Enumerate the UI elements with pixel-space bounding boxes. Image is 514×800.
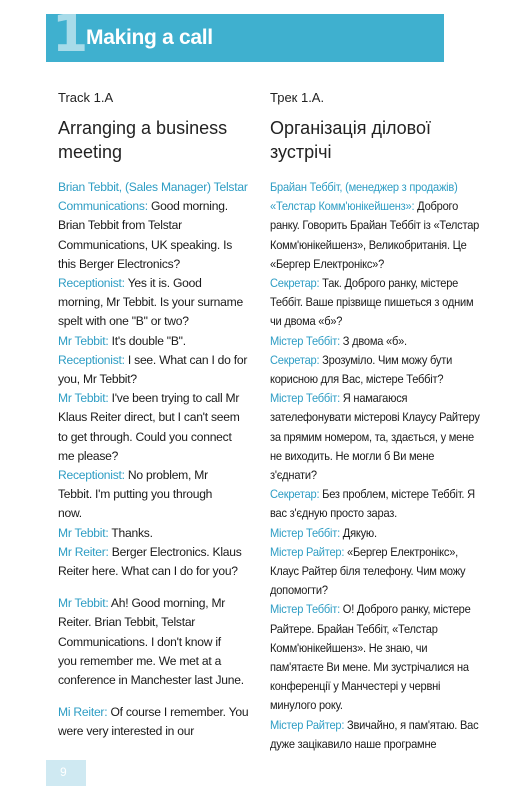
dialogue-text: з'єднати?: [270, 468, 317, 483]
dialogue-line: [270, 408, 480, 427]
dialogue-line: [58, 633, 248, 652]
dialogue-text: «Бергер Електронікс»,: [344, 544, 459, 559]
dialogue-line: [270, 370, 480, 389]
speaker-name: Mr Tebbit:: [58, 333, 109, 348]
speaker-name: Містер Райтер:: [270, 717, 345, 732]
dialogue-line: [58, 274, 248, 293]
dialogue-line: [270, 274, 480, 293]
dialogue-line: [270, 389, 480, 408]
dialogue-text: I see. What can I do for: [124, 352, 248, 367]
dialogue-line: [58, 197, 248, 216]
dialogue-line: [58, 236, 248, 255]
dialogue-line: [270, 236, 480, 255]
dialogue-text: Berger Electronics. Klaus: [108, 544, 242, 559]
dialogue-text: Клаус Райтер біля телефону. Чим можу: [270, 564, 466, 579]
section-heading-uk: [270, 116, 431, 164]
dialogue-line: [270, 447, 480, 466]
page-number: 9: [60, 765, 67, 779]
dialogue-line: [58, 370, 248, 389]
speaker-name: Brian Tebbit, (Sales Manager) Telstar: [58, 180, 248, 194]
dialogue-line: [58, 332, 248, 351]
heading-line: зустрічі: [270, 142, 332, 162]
dialogue-line: [58, 543, 248, 562]
speaker-name: «Телстар Комм'юнікейшенз»:: [270, 199, 415, 214]
dialogue-en: [58, 178, 251, 742]
dialogue-text: Без проблем, містере Теббіт. Я: [319, 487, 475, 502]
dialogue-text: Good morning.: [147, 199, 228, 214]
dialogue-line: [270, 485, 480, 504]
dialogue-line: [58, 178, 248, 197]
dialogue-line: [58, 652, 248, 671]
dialogue-line: [270, 600, 480, 619]
dialogue-text: Дякую.: [339, 525, 377, 540]
dialogue-line: [58, 351, 248, 370]
dialogue-line: [58, 408, 248, 427]
dialogue-text: за прямим номером, та, здається, у мене: [270, 429, 474, 444]
dialogue-text: Communications. I don't know if: [58, 634, 221, 649]
dialogue-text: were very interested in our: [58, 724, 195, 739]
dialogue-text: «Бергер Електронікс»?: [270, 256, 385, 271]
dialogue-text: корисною для Вас, містере Теббіт?: [270, 372, 444, 387]
dialogue-text: Reiter here. What can I do for you?: [58, 564, 238, 579]
speaker-name: Mr Tebbit:: [58, 525, 109, 540]
dialogue-line: [58, 447, 248, 466]
dialogue-line: [270, 332, 480, 351]
dialogue-text: conference in Manchester last June.: [58, 673, 244, 688]
speaker-name: Секретар:: [270, 352, 320, 367]
dialogue-line: [58, 255, 248, 274]
dialogue-text: Так. Доброго ранку, містере: [319, 276, 459, 291]
dialogue-text: this Berger Electronics?: [58, 256, 180, 271]
dialogue-line: [270, 312, 480, 331]
dialogue-text: now.: [58, 506, 82, 521]
dialogue-line: [270, 428, 480, 447]
dialogue-text: Tebbit. I'm putting you through: [58, 487, 213, 502]
dialogue-text: to get through. Could you connect: [58, 429, 232, 444]
dialogue-line: [270, 620, 480, 639]
speaker-name: Містер Теббіт:: [270, 333, 340, 348]
dialogue-text: It's double "B".: [108, 333, 186, 348]
dialogue-line: [58, 312, 248, 331]
dialogue-line: [58, 216, 248, 235]
dialogue-uk: [270, 178, 503, 754]
speaker-name: Секретар:: [270, 276, 320, 291]
dialogue-line: [58, 671, 248, 690]
dialogue-line: [58, 703, 248, 722]
paragraph-gap: [58, 690, 251, 703]
speaker-name: Receptionist:: [58, 276, 125, 291]
dialogue-line: [270, 658, 480, 677]
dialogue-line: [58, 562, 248, 581]
dialogue-line: [270, 581, 480, 600]
chapter-header-banner: [46, 4, 444, 64]
dialogue-text: Brian Tebbit from Telstar: [58, 218, 182, 233]
dialogue-line: [58, 722, 248, 741]
dialogue-line: [58, 613, 248, 632]
heading-line: meeting: [58, 142, 123, 162]
dialogue-line: [58, 594, 248, 613]
speaker-name: Mi Reiter:: [58, 705, 108, 720]
dialogue-text: зателефонувати містерові Клаусу Райтеру: [270, 410, 480, 425]
dialogue-text: Klaus Reiter direct, but I can't seem: [58, 410, 240, 425]
dialogue-line: [58, 504, 248, 523]
dialogue-line: [270, 735, 480, 754]
chapter-title: Making a call: [86, 26, 213, 49]
dialogue-line: [270, 639, 480, 658]
dialogue-line: [270, 178, 480, 197]
dialogue-text: Reiter. Brian Tebbit, Telstar: [58, 615, 196, 630]
page-number-tab: [46, 760, 86, 786]
dialogue-text: О! Доброго ранку, містере: [339, 602, 471, 617]
dialogue-line: [270, 351, 480, 370]
dialogue-text: Комм'юнікейшенз». Не знаю, чи: [270, 640, 428, 655]
dialogue-text: Теббіт. Ваше прізвище пишеться з одним: [270, 295, 474, 310]
dialogue-text: No problem, Mr: [124, 468, 208, 483]
dialogue-text: spelt with one "B" or two?: [58, 314, 189, 329]
speaker-name: Receptionist:: [58, 352, 125, 367]
heading-line: Організація ділової: [270, 118, 432, 138]
dialogue-text: Райтере. Брайан Теббіт, «Телстар: [270, 621, 438, 636]
dialogue-text: дуже зацікавило наше програмне: [270, 736, 437, 751]
dialogue-line: [58, 428, 248, 447]
dialogue-text: Звичайно, я пам'ятаю. Вас: [344, 717, 479, 732]
dialogue-line: [58, 389, 248, 408]
paragraph-gap: [58, 581, 251, 594]
dialogue-text: you remember me. We met at a: [58, 653, 222, 668]
dialogue-text: допомогти?: [270, 583, 328, 598]
dialogue-text: не виходить. Не могли б Ви мене: [270, 448, 435, 463]
dialogue-text: Yes it is. Good: [124, 276, 202, 291]
dialogue-line: [270, 524, 480, 543]
dialogue-text: Я намагаюся: [339, 391, 408, 406]
dialogue-text: конференції у Манчестері у червні: [270, 679, 441, 694]
dialogue-line: [58, 524, 248, 543]
dialogue-text: Комм'юнікейшенз», Великобританія. Це: [270, 237, 467, 252]
dialogue-line: [270, 677, 480, 696]
dialogue-line: [270, 543, 480, 562]
speaker-name: Секретар:: [270, 487, 320, 502]
track-label-uk: Трек 1.А.: [270, 90, 325, 105]
speaker-name: Mr Tebbit:: [58, 391, 109, 406]
speaker-name: Mr Tebbit:: [58, 596, 109, 611]
dialogue-line: [270, 216, 480, 235]
dialogue-line: [270, 716, 480, 735]
speaker-name: Містер Теббіт:: [270, 602, 340, 617]
section-heading-en: [58, 116, 227, 164]
dialogue-line: [270, 255, 480, 274]
dialogue-line: [270, 696, 480, 715]
heading-line: Arranging a business: [58, 118, 228, 138]
dialogue-text: З двома «б».: [339, 333, 407, 348]
dialogue-text: Ah! Good morning, Mr: [108, 596, 226, 611]
dialogue-line: [58, 485, 248, 504]
dialogue-text: минулого року.: [270, 698, 343, 713]
speaker-name: Містер Теббіт:: [270, 391, 340, 406]
dialogue-line: [58, 293, 248, 312]
dialogue-text: morning, Mr Tebbit. Is your surname: [58, 295, 243, 310]
dialogue-text: Thanks.: [108, 525, 153, 540]
dialogue-line: [270, 466, 480, 485]
dialogue-text: вас з'єдную просто зараз.: [270, 506, 397, 521]
speaker-name: Містер Теббіт:: [270, 525, 340, 540]
dialogue-text: ранку. Говорить Брайан Теббіт із «Телстар: [270, 218, 480, 233]
dialogue-text: Communications, UK speaking. Is: [58, 237, 233, 252]
speaker-name: Mr Reiter:: [58, 544, 109, 559]
dialogue-text: me please?: [58, 448, 119, 463]
speaker-name: Містер Райтер:: [270, 544, 345, 559]
dialogue-text: you, Mr Tebbit?: [58, 372, 137, 387]
track-label-en: Track 1.A: [58, 90, 114, 105]
dialogue-line: [270, 504, 480, 523]
dialogue-line: [270, 197, 480, 216]
chapter-number: 1: [52, 4, 89, 64]
speaker-name: Communications:: [58, 199, 148, 214]
dialogue-line: [270, 562, 480, 581]
dialogue-text: Of course I remember. You: [107, 705, 249, 720]
dialogue-text: пам'ятаєте Ви мене. Ми зустрічалися на: [270, 660, 469, 675]
dialogue-line: [270, 293, 480, 312]
dialogue-text: Доброго: [414, 199, 459, 214]
dialogue-text: чи двома «б»?: [270, 314, 343, 329]
dialogue-line: [58, 466, 248, 485]
speaker-name: Receptionist:: [58, 468, 125, 483]
dialogue-text: I've been trying to call Mr: [108, 391, 240, 406]
speaker-name: Брайан Теббіт, (менеджер з продажів): [270, 180, 458, 194]
dialogue-text: Зрозуміло. Чим можу бути: [319, 352, 453, 367]
